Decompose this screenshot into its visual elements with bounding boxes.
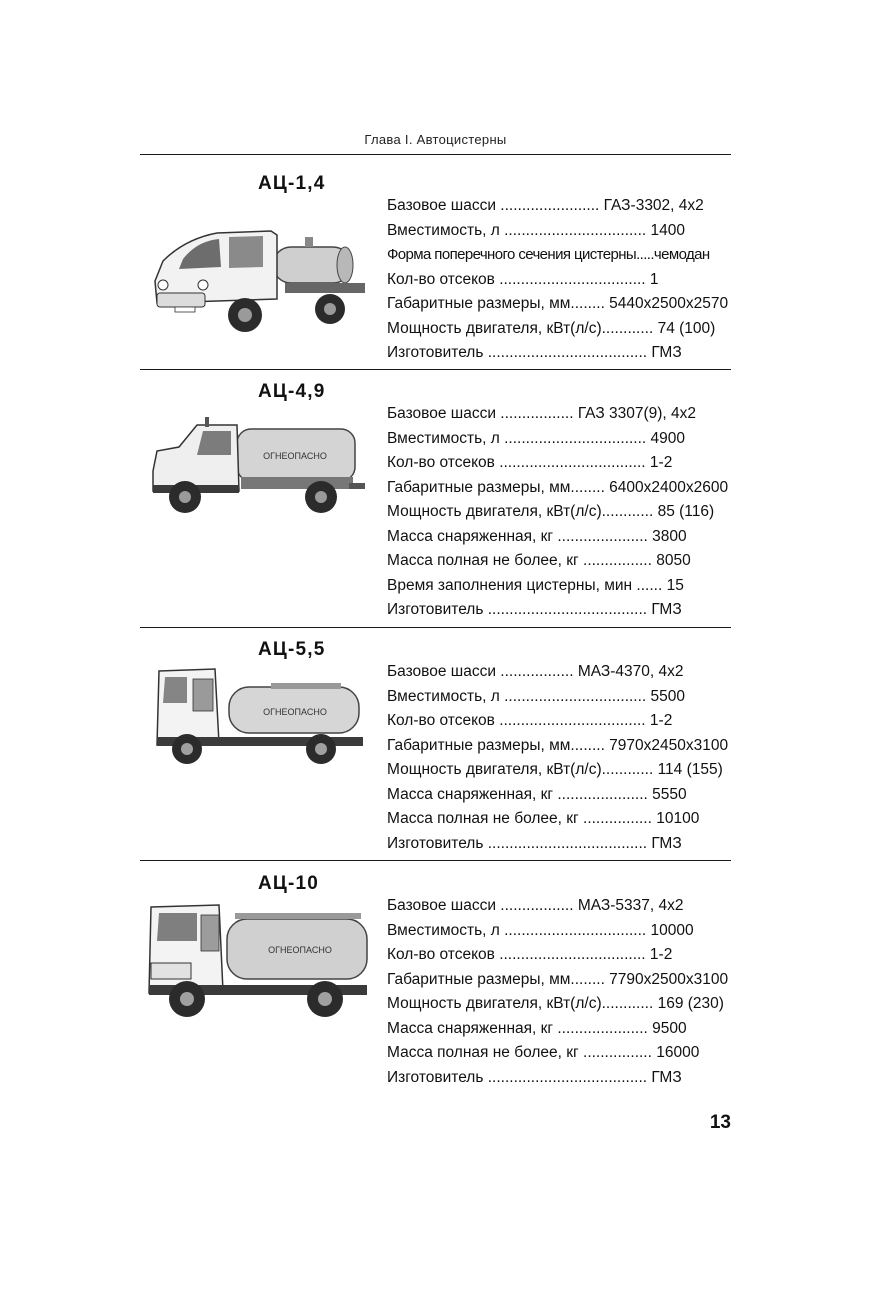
medium-tanker-truck-photo-icon [145, 411, 370, 516]
spec-row: Изготовитель ..................................... ГМЗ [387, 344, 682, 361]
spec-row: Масса полная не более, кг ................ 10100 [387, 810, 700, 827]
section-divider [140, 627, 731, 628]
truck-section-ac-4-9 [140, 381, 731, 626]
page-number: 13 [709, 1112, 731, 1133]
spec-row: Габаритные размеры, мм........ 7790x2500x3100 [387, 970, 729, 988]
spec-row: Вместимость, л ................................. 5500 [387, 687, 686, 705]
model-title: АЦ-10 [258, 873, 320, 894]
spec-list [387, 660, 732, 856]
truck-section-ac-1-4 [140, 173, 731, 368]
spec-row: Масса снаряженная, кг ..................... 9500 [387, 1019, 687, 1037]
spec-row: Вместимость, л ................................. 1400 [387, 221, 686, 239]
header-rule [140, 154, 731, 155]
section-divider [140, 369, 731, 370]
spec-row: Мощность двигателя, кВт(л/с)............ 85 (116) [387, 503, 715, 520]
spec-list [387, 194, 732, 366]
truck-section-ac-10 [140, 873, 731, 1098]
spec-row: Масса снаряженная, кг ..................... 5550 [387, 785, 687, 803]
spec-list [387, 402, 732, 623]
tank-label: ОГНЕОПАСНО [268, 945, 332, 955]
truck-section-ac-5-5 [140, 639, 731, 859]
spec-row: Изготовитель ..................................... ГМЗ [387, 601, 682, 618]
spec-row: Кол-во отсеков .................................. 1 [387, 270, 659, 288]
spec-row: Базовое шасси ................. ГАЗ 3307(9), 4x2 [387, 405, 697, 422]
tank-label: ОГНЕОПАСНО [263, 451, 327, 461]
spec-row: Форма поперечного сечения цистерны.....чемодан [387, 246, 710, 263]
section-divider [140, 860, 731, 861]
model-title: АЦ-4,9 [258, 381, 326, 402]
running-header: Глава I. Автоцистерны [364, 132, 507, 147]
tank-label: ОГНЕОПАСНО [263, 707, 327, 717]
model-title: АЦ-1,4 [258, 173, 326, 194]
spec-row: Базовое шасси ................. МАЗ-5337, 4x2 [387, 897, 684, 914]
spec-row: Мощность двигателя, кВт(л/с)............ 169 (230) [387, 995, 724, 1012]
spec-row: Масса полная не более, кг ................ 8050 [387, 552, 691, 569]
spec-list [387, 894, 732, 1090]
spec-row: Кол-во отсеков .................................. 1-2 [387, 946, 673, 963]
small-van-tanker-photo-icon [145, 211, 370, 343]
spec-row: Базовое шасси ................. МАЗ-4370, 4x2 [387, 663, 684, 680]
spec-row: Изготовитель ..................................... ГМЗ [387, 1068, 682, 1086]
spec-row: Кол-во отсеков .................................. 1-2 [387, 712, 673, 729]
spec-row: Вместимость, л ................................. 4900 [387, 429, 686, 447]
spec-row: Вместимость, л ................................. 10000 [387, 921, 694, 939]
spec-row: Масса снаряженная, кг ..................... 3800 [387, 527, 687, 545]
spec-row: Изготовитель ..................................... ГМЗ [387, 834, 682, 852]
large-maz-tanker-truck-photo-icon [145, 903, 370, 1021]
spec-row: Время заполнения цистерны, мин ...... 15 [387, 576, 684, 594]
spec-row: Базовое шасси ....................... ГАЗ-3302, 4x2 [387, 197, 704, 214]
spec-row: Габаритные размеры, мм........ 7970x2450x3100 [387, 736, 729, 754]
model-title: АЦ-5,5 [258, 639, 326, 660]
spec-row: Габаритные размеры, мм........ 6400x2400x2600 [387, 478, 729, 496]
maz-tanker-truck-photo-icon [145, 663, 370, 769]
spec-row: Масса полная не более, кг ................ 16000 [387, 1044, 700, 1061]
spec-row: Габаритные размеры, мм........ 5440x2500x2570 [387, 295, 729, 312]
spec-row: Мощность двигателя, кВт(л/с)............ 114 (155) [387, 761, 723, 778]
spec-row: Кол-во отсеков .................................. 1-2 [387, 454, 673, 471]
spec-row: Мощность двигателя, кВт(л/с)............ 74 (100) [387, 319, 716, 337]
